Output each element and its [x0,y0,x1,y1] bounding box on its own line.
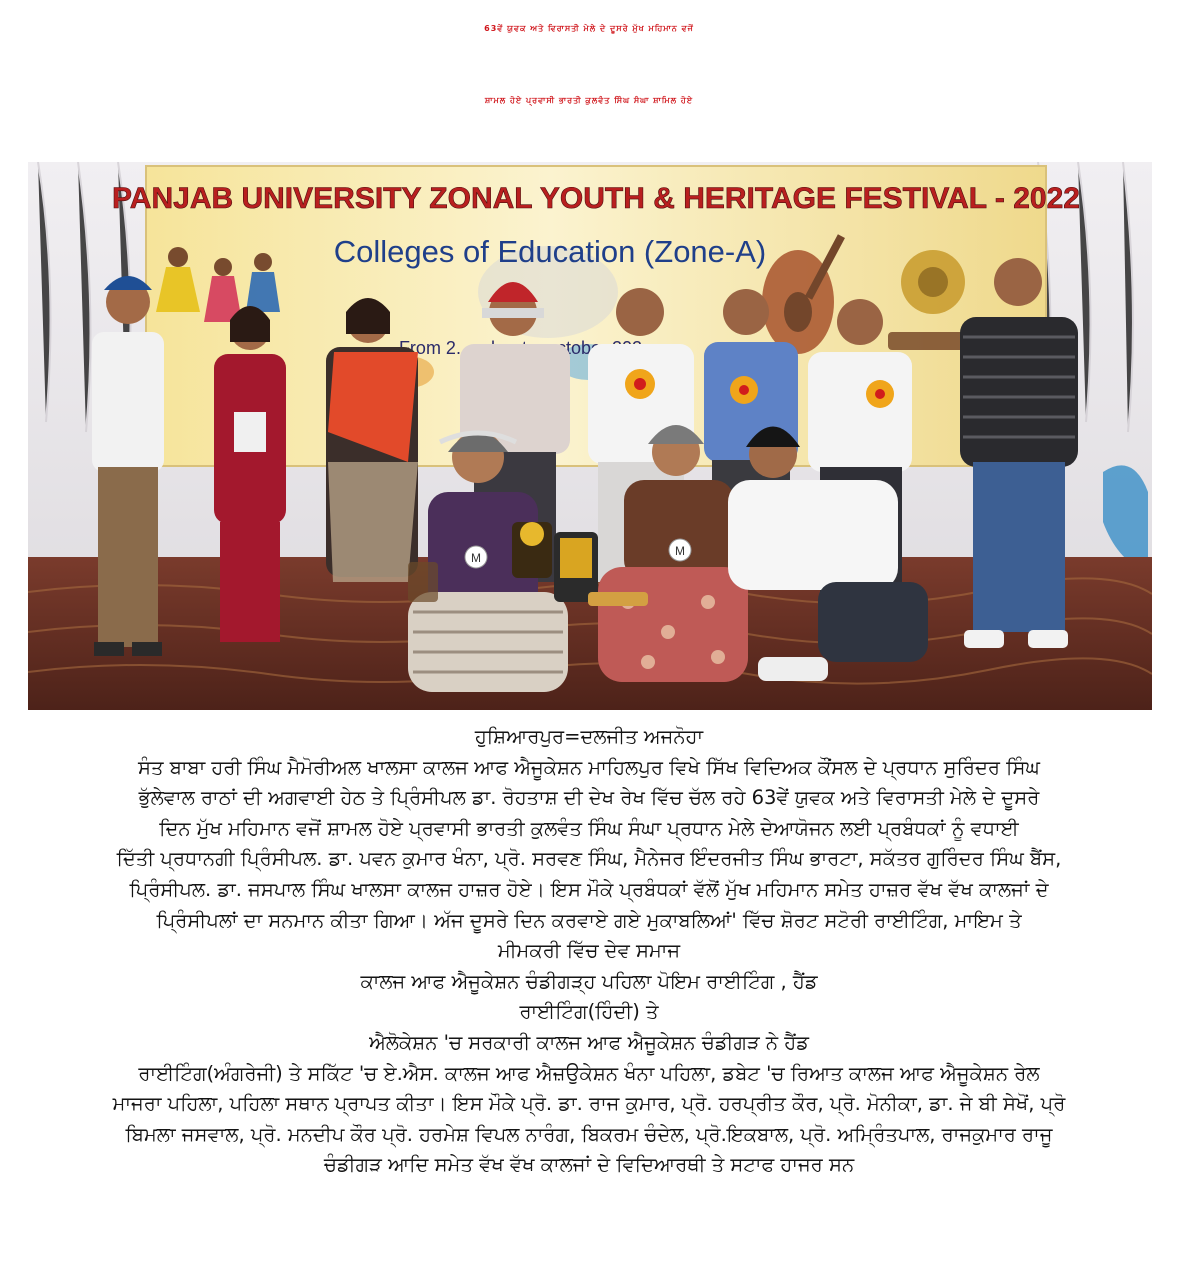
article-line: ਮੀਮਕਰੀ ਵਿੱਚ ਦੇਵ ਸਮਾਜ [497,939,681,963]
article-line: ਪ੍ਰਿੰਸੀਪਲ. ਡਾ. ਜਸਪਾਲ ਸਿੰਘ ਖਾਲਸਾ ਕਾਲਜ ਹਾਜ਼ਰ ਹੋਏ। ਇਸ ਮੌਕੇ ਪ੍ਰਬੰਧਕਾਂ ਵੱਲੋਂ ਮੁੱਖ ਮਹਿਮਾਨ ਸਮੇਤ ਹਾਜ਼ਰ ਵੱਖ ਵੱਖ ਕਾਲਜਾਂ ਦੇ [129,877,1049,901]
article-line: ਐਲੋਕੇਸ਼ਨ 'ਚ ਸਰਕਾਰੀ ਕਾਲਜ ਆਫ ਐਜੂਕੇਸ਼ਨ ਚੰਡੀਗੜ ਨੇ ਹੈਂਡ [369,1030,809,1054]
headline-line-1: 63ਵੇਂ ਯੁਵਕ ਅਤੇ ਵਿਰਾਸਤੀ ਮੇਲੇ ਦੇ ਦੂਸਰੇ ਮੁੱਖ ਮਹਿਮਾਨ ਵਜੋਂ [484,24,694,33]
banner-title: PANJAB UNIVERSITY ZONAL YOUTH & HERITAGE FESTIVAL - 2022 [112,182,1080,215]
news-photo [28,162,1152,710]
article-line: ਕਾਲਜ ਆਫ ਐਜੂਕੇਸ਼ਨ ਚੰਡੀਗੜ੍ਹ ਪਹਿਲਾ ਪੋਇਮ ਰਾਈਟਿੰਗ , ਹੈਂਡ [360,969,818,993]
article-line: ਬਿਮਲਾ ਜਸਵਾਲ, ਪ੍ਰੋ. ਮਨਦੀਪ ਕੌਰ ਪ੍ਰੋ. ਹਰਮੇਸ਼ ਵਿਪਲ ਨਾਰੰਗ, ਬਿਕਰਮ ਚੰਦੇਲ, ਪ੍ਰੋ.ਇਕਬਾਲ, ਪ੍ਰੋ. ਅਮ੍ਰਿੰਤਪਾਲ, ਰਾਜਕੁਮਾਰ ਰਾਜੂ [125,1122,1053,1146]
article-line: ਸੰਤ ਬਾਬਾ ਹਰੀ ਸਿੰਘ ਮੈਮੋਰੀਅਲ ਖਾਲਸਾ ਕਾਲਜ ਆਫ ਐਜੂਕੇਸ਼ਨ ਮਾਹਿਲਪੁਰ ਵਿਖੇ ਸਿੱਖ ਵਿਦਿਅਕ ਕੌਂਸਲ ਦੇ ਪ੍ਰਧਾਨ ਸੁਰਿੰਦਰ ਸਿੰਘ [138,755,1040,779]
article-line: ਰਾਈਟਿੰਗ(ਅੰਗਰੇਜੀ) ਤੇ ਸਕਿੱਟ 'ਚ ਏ.ਐਸ. ਕਾਲਜ ਆਫ ਐਜ਼ਉਕੇਸ਼ਨ ਖੰਨਾ ਪਹਿਲਾ, ਡਬੇਟ 'ਚ ਰਿਆਤ ਕਾਲਜ ਆਫ ਐਜੂਕੇਸ਼ਨ ਰੇਲ [138,1061,1040,1085]
headline-line-2: ਸ਼ਾਮਲ ਹੋਏ ਪ੍ਰਵਾਸੀ ਭਾਰਤੀ ਕੁਲਵੰਤ ਸਿੰਘ ਸੰਘਾ ਸ਼ਾਮਿਲ ਹੋਏ [484,96,694,105]
article-line: ਭੁੱਲੇਵਾਲ ਰਾਠਾਂ ਦੀ ਅਗਵਾਈ ਹੇਠ ਤੇ ਪ੍ਰਿੰਸੀਪਲ ਡਾ. ਰੋਹਤਾਸ਼ ਦੀ ਦੇਖ ਰੇਖ ਵਿੱਚ ਚੱਲ ਰਹੇ 63ਵੇਂ ਯੁਵਕ ਅਤੇ ਵਿਰਾਸਤੀ ਮੇਲੇ ਦੇ ਦੂਸਰੇ [138,786,1040,810]
article-line: ਚੰਡੀਗੜ ਆਦਿ ਸਮੇਤ ਵੱਖ ਵੱਖ ਕਾਲਜਾਂ ਦੇ ਵਿਦਿਆਰਥੀ ਤੇ ਸਟਾਫ ਹਾਜਰ ਸਨ [323,1153,855,1177]
article-line: ਪ੍ਰਿੰਸੀਪਲਾਂ ਦਾ ਸਨਮਾਨ ਕੀਤਾ ਗਿਆ। ਅੱਜ ਦੂਸਰੇ ਦਿਨ ਕਰਵਾਏ ਗਏ ਮੁਕਾਬਲਿਆਂ' ਵਿੱਚ ਸ਼ੋਰਟ ਸਟੋਰੀ ਰਾਈਟਿੰਗ, ਮਾਇਮ ਤੇ [156,908,1022,932]
article-body [14,722,1164,1181]
article-line: ਮਾਜਰਾ ਪਹਿਲਾ, ਪਹਿਲਾ ਸਥਾਨ ਪ੍ਰਾਪਤ ਕੀਤਾ। ਇਸ ਮੌਕੇ ਪ੍ਰੋ. ਡਾ. ਰਾਜ ਕੁਮਾਰ, ਪ੍ਰੋ. ਹਰਪ੍ਰੀਤ ਕੌਰ, ਪ੍ਰੋ. ਮੋਨੀਕਾ, ਡਾ. ਜੇ ਬੀ ਸੇਖੋਂ, ਪ੍ਰੋ [112,1092,1066,1116]
banner-subtitle: Colleges of Education (Zone-A) [333,234,767,269]
article-byline: ਹੁਸ਼ਿਆਰਪੁਰ=ਦਲਜੀਤ ਅਜਨੋਹਾ [474,725,704,748]
article-line: ਦਿੱਤੀ ਪ੍ਰਧਾਨਗੀ ਪ੍ਰਿੰਸੀਪਲ. ਡਾ. ਪਵਨ ਕੁਮਾਰ ਖੰਨਾ, ਪ੍ਰੋ. ਸਰਵਣ ਸਿੰਘ, ਮੈਨੇਜਰ ਇੰਦਰਜੀਤ ਸਿੰਘ ਭਾਰਟਾ, ਸਕੱਤਰ ਗੁਰਿੰਦਰ ਸਿੰਘ ਬੈਂਸ, [116,847,1062,871]
article-line: ਰਾਈਟਿੰਗ(ਹਿੰਦੀ) ਤੇ [519,1000,659,1024]
article-line: ਦਿਨ ਮੁੱਖ ਮਹਿਮਾਨ ਵਜੋਂ ਸ਼ਾਮਲ ਹੋਏ ਪ੍ਰਵਾਸੀ ਭਾਰਤੀ ਕੁਲਵੰਤ ਸਿੰਘ ਸੰਘਾ ਪ੍ਰਧਾਨ ਮੇਲੇ ਦੇਆਯੋਜਨ ਲਈ ਪ੍ਰਬੰਧਕਾਂ ਨੂੰ ਵਧਾਈ [159,816,1019,840]
participant-badge-left: M [471,551,481,565]
participant-badge-centre: M [675,544,685,558]
banner-dates: From 2... ...ctober [398,338,608,358]
